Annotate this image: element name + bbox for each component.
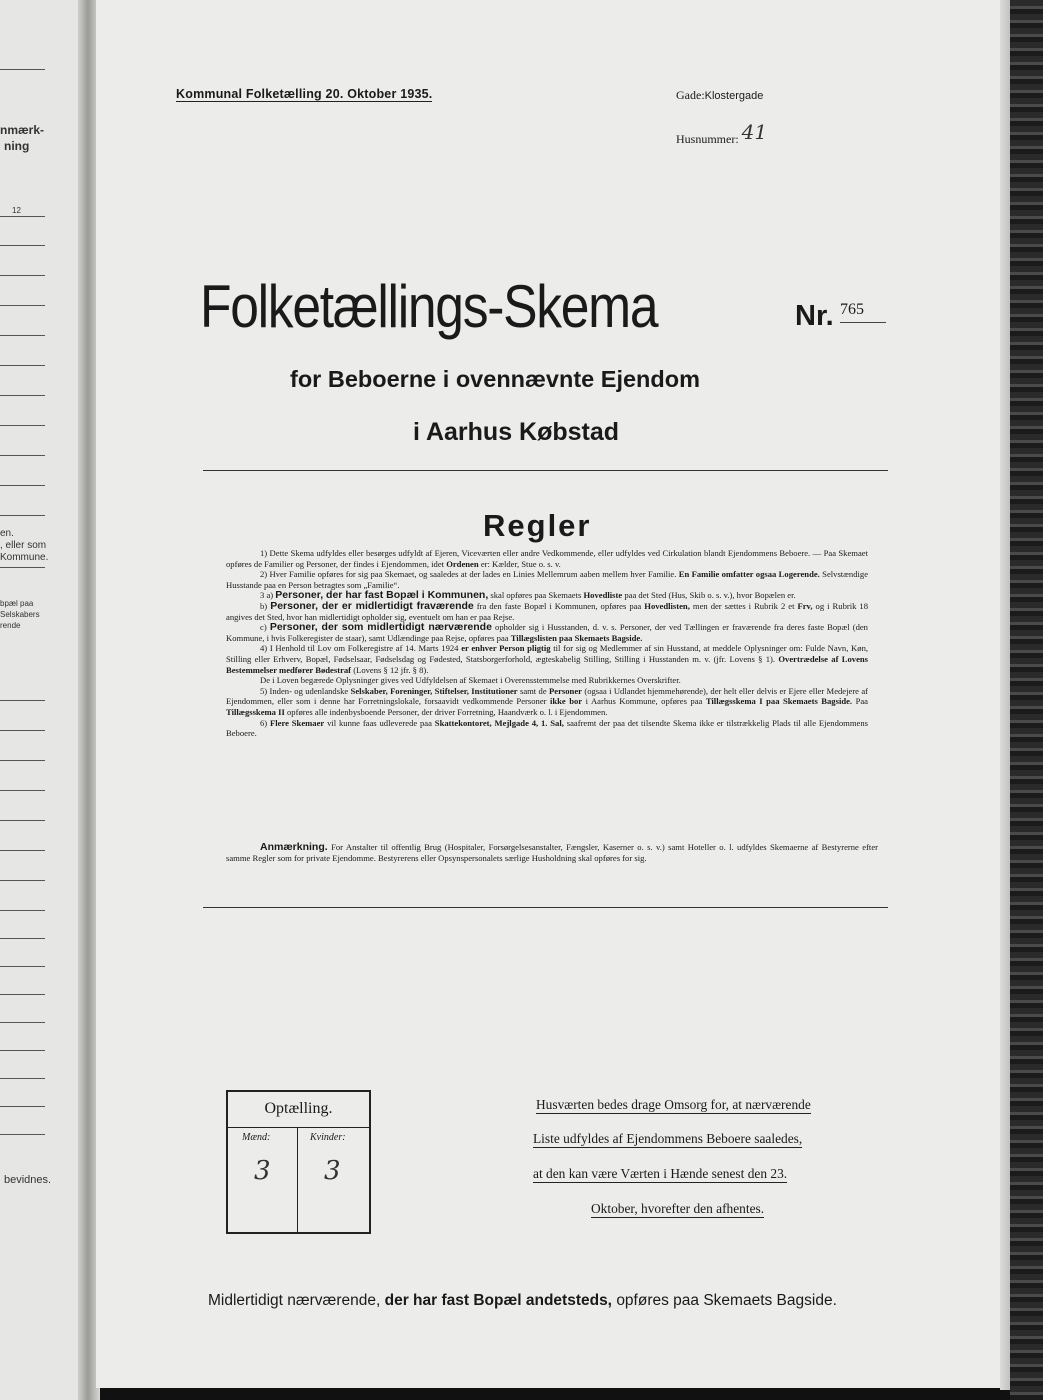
left-page-text: , eller som [0,540,47,551]
rule-3a: 3 a) Personer, der har fast Bopæl i Kommunen, skal opføres paa Skemaets Hovedliste paa det Sted (Hus, Skib o. s. v.), hvor Bopælen er. [260,589,796,602]
left-page-rule [0,966,45,967]
footer-text: Midlertidigt nærværende, [208,1292,381,1309]
notice-line-3: at den kan være Værten i Hænde senest den 23. [533,1166,788,1181]
count-divider [297,1127,298,1232]
form-location: i Aarhus Købstad [413,418,620,446]
men-count: 3 [254,1156,271,1186]
footer-bold: der har fast Bopæl andetsteds, [384,1292,612,1309]
left-page-rule [0,1106,45,1107]
left-page-text: Kommune. [0,552,49,563]
census-title: Kommunal Folketælling 20. Oktober 1935. [176,87,433,101]
left-page-rule [0,485,45,486]
rule-4b: De i Loven begærede Oplysninger gives ved Udfyldelsen af Skemaet i Overensstemmelse med Rubrikkernes Overskrifter. [260,675,681,686]
notice-line-1: Husværten bedes drage Omsorg for, at nærværende [536,1097,811,1112]
left-page-rule [0,1134,45,1135]
house-number-value: 41 [741,120,768,144]
left-page-rule [0,245,45,246]
notice-line-4: Oktober, hvorefter den afhentes. [591,1201,765,1216]
count-divider [228,1127,369,1128]
book-binding [1010,0,1043,1400]
form-subtitle: for Beboerne i ovennævnte Ejendom [290,366,701,392]
street-value: Klostergade [704,90,764,102]
left-page-text: bevidnes. [4,1174,52,1186]
left-page-rule [0,335,45,336]
left-page-text: rende [0,621,21,630]
divider [203,470,888,471]
form-number-value: 765 [840,301,864,318]
annotation-label: Anmærkning. [260,841,328,853]
left-page-rule [0,880,45,881]
left-page-rule [0,425,45,426]
left-page-rule [0,275,45,276]
left-page-rule [0,515,45,516]
rule-6: 6) Flere Skemaer vil kunne faas udleverede paa Skattekontoret, Mejlgade 4, 1. Sal, saafremt der paa det tilsendte Skema ikke er tilstrækkelig Plads til alle Ejendommens Beboere. [226,717,869,739]
left-page-rule [0,994,45,995]
left-page-rule [0,850,45,851]
left-page-text: ning [4,139,30,153]
rule-2: 2) Hver Familie opføres for sig paa Skemaet, og saaledes at der lades en Linies Mellemrum aaben mellem hver Familie. En Familie omfatter ogsaa Logerende. Selvstændige Husstande paa en Person betragtes som „Familie“. [226,569,869,590]
count-title: Optælling. [264,1100,333,1117]
rule-3c: c) Personer, der som midlertidigt nærværende opholder sig i Husstanden, d. v. s. Personer, der ved Tællingen er fraværende fra deres faste Bopæl (den Kommune, i hvis Folkeregister de staar), samt Udlændinge paa Rejse, opføres paa Tillægslisten paa Skemaets Bagside. [226,621,868,643]
left-page-text: 12 [12,206,21,215]
rules-text [226,548,868,739]
left-page-rule [0,760,45,761]
rule-3b: b) Personer, der er midlertidigt fraværende fra den faste Bopæl i Kommunen, opføres paa Hovedlisten, men der sættes i Rubrik 2 et Frv, og i Rubrik 18 angives det Sted, hvor han midlertidigt opholder sig, eventuelt om han er paa Rejse. [226,599,869,622]
form-number-underline [840,322,886,323]
left-page-text: Selskabers [0,610,40,619]
left-page-text: bpæl paa [0,599,34,608]
left-page-rule [0,730,45,731]
form-title: Folketællings-Skema [200,273,658,340]
left-page-rule [0,567,45,568]
left-page-rule [0,455,45,456]
street-field [676,88,763,103]
left-page-rule [0,938,45,939]
left-page-rule [0,1078,45,1079]
count-box [226,1090,371,1234]
left-page-text: nmærk- [0,123,45,137]
left-page-rule [0,790,45,791]
notice-line-2: Liste udfyldes af Ejendommens Beboere saaledes, [533,1131,803,1146]
left-page-rule [0,700,45,701]
left-page-rule [0,910,45,911]
rule-4: 4) I Henhold til Lov om Folkeregistre af 14. Marts 1924 er enhver Person pligtig til for sig og Medlemmer af sin Husstand, at meddele Oplysninger om: Fulde Navn, Køn, Stilling eller Erhverv, Bopæl, Fødselsaar, Fødselsdag og Fødested, Statsborgerforhold, ægteskabelig Stilling, Stilling i Husstanden m. v. (jfr. Lovens § 1). Overtrædelse af Lovens Bestemmelser medfører Bødestraf (Lovens § 12 jfr. § 8). [226,643,869,675]
left-page-rule [0,216,45,217]
house-number-label: Husnummer: [676,132,739,146]
left-page-rule [0,305,45,306]
footer-note [208,1292,837,1310]
left-page-fragment [0,0,88,1400]
left-page-rule [0,1022,45,1023]
annotation-text: For Anstalter til offentlig Brug (Hospitaler, Forsørgelsesanstalter, Fængsler, Kaserner o. s. v.) samt Hoteller o. l. udfyldes Skemaerne af Bestyrerne efter samme Regler som for private Ejendomme. Bestyrerens eller Opsynspersonalets særlige Husholdning skal opføres for sig. [226,842,878,864]
left-page-rule [0,365,45,366]
left-page-rule [0,1050,45,1051]
divider [203,907,888,908]
house-number-field [676,120,768,148]
left-page-text: en. [0,528,14,539]
men-label: Mænd: [242,1132,271,1143]
left-page-rule [0,395,45,396]
footer-text: opføres paa Skemaets Bagside. [616,1292,837,1309]
women-count: 3 [324,1156,341,1186]
annotation-note [226,842,878,865]
rule-5: 5) Inden- og udenlandske Selskaber, Foreninger, Stiftelser, Institutioner samt de Personer (ogsaa i Udlandet hjemmehørende), der helt eller delvis er Ejere eller Medejere af Ejendommen, eller som i denne har Forretningslokale, forsaavidt vedkommende Personer ikke bor i Aarhus Kommune, opføres paa Tillægsskema I paa Skemaets Bagside. Paa Tillægsskema II opføres alle indenbysboende Personer, der driver Forretning, Haandværk o. l. i Ejendommen. [226,685,869,717]
left-page-rule [0,69,45,70]
rules-heading: Regler [483,508,592,543]
women-label: Kvinder: [310,1132,346,1143]
left-page-rule [0,820,45,821]
street-label: Gade: [676,88,705,102]
form-number-label: Nr. [795,300,834,332]
rule-1: 1) Dette Skema udfyldes eller besørges udfyldt af Ejeren, Viceværten eller andre Vedkommende, eller udfyldes ved Cirkulation blandt Ejendommens Beboere. — Paa Skemaet opføres de Familier og Personer, der findes i Ejendommen, idet Ordenen er: Kælder, Stue o. s. v. [226,548,868,569]
